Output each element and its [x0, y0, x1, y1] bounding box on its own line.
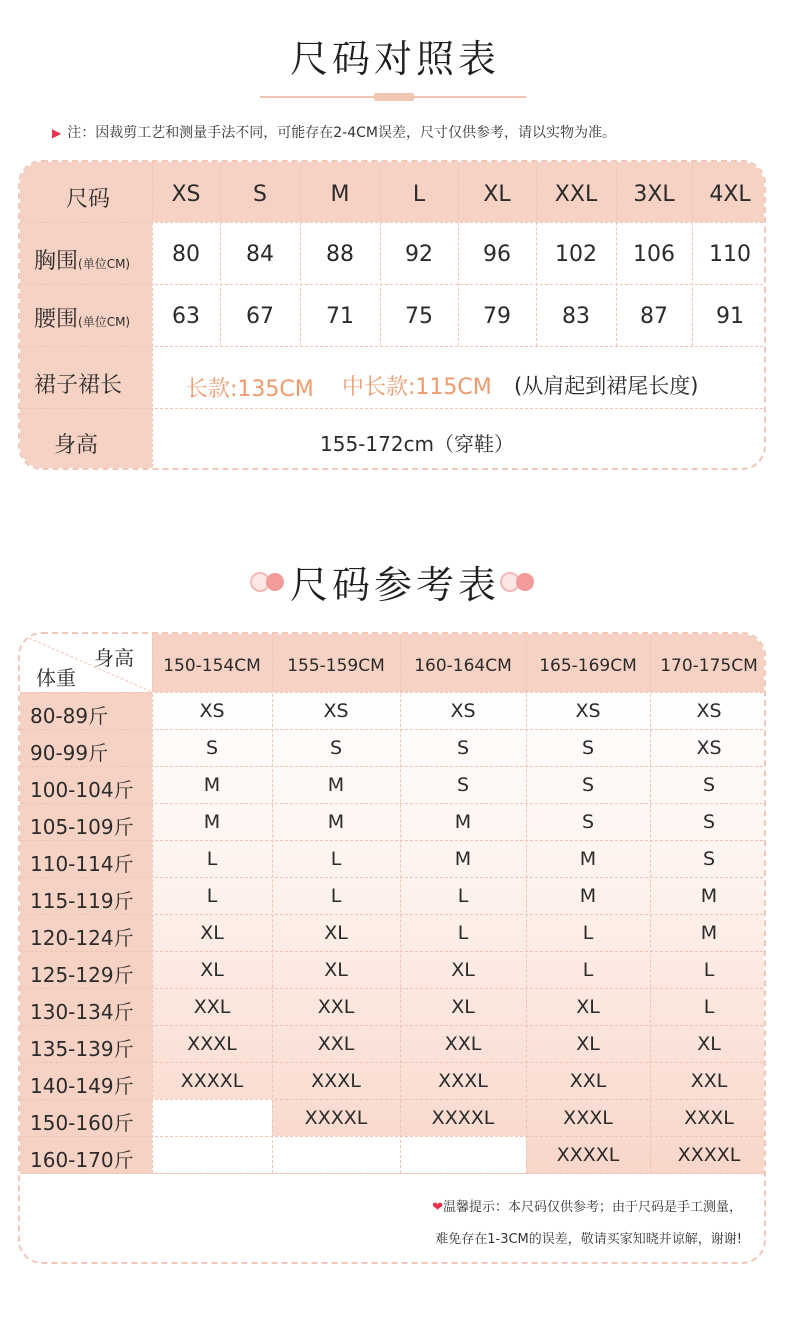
weight-label-cell: 125-129斤	[30, 963, 134, 987]
height-header-cell: 160-164CM	[414, 656, 512, 676]
size-value-cell: L	[582, 959, 594, 981]
size-header-cell: S	[253, 182, 267, 207]
size-value-cell: L	[206, 848, 218, 870]
measurement-notice	[52, 122, 616, 142]
skirt-length-label: 裙子裙长	[34, 373, 123, 398]
row-divider	[20, 877, 766, 878]
heart-icon: ❤	[432, 1200, 443, 1215]
size-value-cell: XXXXL	[556, 1144, 620, 1166]
corner-cell	[20, 634, 152, 692]
empty-cell	[152, 1099, 272, 1136]
size-value-cell: M	[579, 885, 597, 907]
size-value-cell: S	[702, 811, 716, 833]
size-value-cell: L	[330, 848, 342, 870]
reference-chart-title: 尺码参考表	[289, 563, 500, 607]
size-value-cell: XXL	[690, 1070, 728, 1092]
size-value-cell: S	[581, 811, 595, 833]
row-divider	[20, 346, 766, 347]
size-value-cell: XS	[696, 737, 722, 759]
height-header-cell: 165-169CM	[539, 656, 637, 676]
weight-label-cell: 120-124斤	[30, 926, 134, 950]
size-value-cell: M	[579, 848, 597, 870]
skirt-mid-length: 中长款:115CM	[342, 375, 492, 400]
size-value-cell: XS	[450, 700, 476, 722]
size-value-cell: XXXXL	[431, 1107, 495, 1129]
size-value-cell: XXXXL	[304, 1107, 368, 1129]
waist-value-cell: 91	[716, 304, 744, 329]
size-value-cell: XXXXL	[180, 1070, 244, 1092]
chest-value-cell: 88	[326, 242, 354, 267]
row-divider	[20, 1099, 766, 1100]
size-value-cell: XXXL	[684, 1107, 734, 1129]
size-value-cell: XXL	[569, 1070, 607, 1092]
chest-value-cell: 106	[633, 242, 675, 267]
weight-label-cell: 160-170斤	[30, 1148, 134, 1172]
size-header-label: 尺码	[66, 187, 111, 212]
size-value-cell: XL	[576, 1033, 600, 1055]
size-value-cell: L	[582, 922, 594, 944]
reference-chart-table	[18, 632, 766, 1264]
size-value-cell: XL	[324, 959, 348, 981]
row-divider	[20, 988, 766, 989]
size-value-cell: XL	[324, 922, 348, 944]
height-header-cell: 155-159CM	[287, 656, 385, 676]
weight-label-cell: 110-114斤	[30, 852, 134, 876]
row-divider	[20, 840, 766, 841]
height-header-cell: 170-175CM	[660, 656, 758, 676]
chest-value-cell: 96	[483, 242, 511, 267]
size-header-cell: XXL	[554, 182, 598, 207]
size-value-cell: XXL	[444, 1033, 482, 1055]
size-header-cell: XL	[483, 182, 511, 207]
size-value-cell: M	[327, 811, 345, 833]
row-divider	[20, 803, 766, 804]
size-value-cell: XXXL	[187, 1033, 237, 1055]
corner-height-label: 身高	[94, 646, 134, 670]
size-value-cell: S	[702, 774, 716, 796]
waist-value-cell: 75	[405, 304, 433, 329]
size-value-cell: S	[581, 774, 595, 796]
size-value-cell: S	[329, 737, 343, 759]
waist-value-cell: 83	[562, 304, 590, 329]
chest-label: 胸围(单位CM)	[34, 249, 131, 274]
size-value-cell: XL	[697, 1033, 721, 1055]
row-divider	[20, 729, 766, 730]
weight-label-cell: 90-99斤	[30, 741, 109, 765]
size-value-cell: L	[457, 885, 469, 907]
size-value-cell: XXL	[317, 996, 355, 1018]
size-value-cell: XL	[200, 922, 224, 944]
row-divider	[20, 1173, 766, 1174]
skirt-length-note: (从肩起到裙尾长度)	[514, 374, 699, 398]
size-value-cell: S	[456, 774, 470, 796]
size-value-cell: XS	[696, 700, 722, 722]
size-chart-title: 尺码对照表	[289, 37, 500, 81]
size-value-cell: XXXXL	[677, 1144, 741, 1166]
size-value-cell: L	[703, 996, 715, 1018]
weight-label-cell: 130-134斤	[30, 1000, 134, 1024]
size-value-cell: XXXL	[311, 1070, 361, 1092]
row-divider	[20, 692, 766, 693]
weight-label-cell: 80-89斤	[30, 704, 109, 728]
size-value-cell: S	[581, 737, 595, 759]
chest-value-cell: 102	[555, 242, 597, 267]
size-value-cell: M	[203, 774, 221, 796]
weight-label-cell: 115-119斤	[30, 889, 134, 913]
height-header-cell: 150-154CM	[163, 656, 261, 676]
row-divider	[20, 1136, 766, 1137]
size-value-cell: M	[454, 848, 472, 870]
triangle-bullet-icon: ▶	[52, 126, 62, 140]
decor-dot-icon	[516, 573, 534, 591]
size-chart-table	[18, 160, 766, 470]
size-value-cell: XXL	[193, 996, 231, 1018]
size-value-cell: L	[457, 922, 469, 944]
waist-value-cell: 63	[172, 304, 200, 329]
row-divider	[20, 951, 766, 952]
row-divider	[20, 284, 766, 285]
waist-value-cell: 87	[640, 304, 668, 329]
size-value-cell: XL	[451, 996, 475, 1018]
weight-label-cell: 150-160斤	[30, 1111, 134, 1135]
size-value-cell: S	[702, 848, 716, 870]
size-header-cell: 3XL	[633, 182, 675, 207]
row-divider	[20, 408, 766, 409]
size-value-cell: XL	[451, 959, 475, 981]
empty-cell	[152, 1136, 272, 1173]
weight-label-cell: 100-104斤	[30, 778, 134, 802]
size-header-cell: L	[412, 182, 426, 207]
size-value-cell: M	[203, 811, 221, 833]
weight-label-cell: 135-139斤	[30, 1037, 134, 1061]
corner-weight-label: 体重	[36, 666, 76, 690]
size-value-cell: S	[205, 737, 219, 759]
size-header-cell: XS	[171, 182, 201, 207]
height-value: 155-172cm（穿鞋）	[320, 432, 515, 456]
size-value-cell: XS	[575, 700, 601, 722]
size-value-cell: XS	[199, 700, 225, 722]
row-divider	[20, 914, 766, 915]
tip-line-2: 难免存在1-3CM的误差，敬请买家知晓并谅解，谢谢!	[435, 1232, 742, 1247]
size-value-cell: M	[700, 922, 718, 944]
size-header-cell: M	[330, 182, 350, 207]
size-value-cell: M	[454, 811, 472, 833]
waist-value-cell: 67	[246, 304, 274, 329]
size-value-cell: XXL	[317, 1033, 355, 1055]
chest-value-cell: 110	[709, 242, 751, 267]
chest-value-cell: 84	[246, 242, 274, 267]
weight-label-cell: 105-109斤	[30, 815, 134, 839]
chest-value-cell: 80	[172, 242, 200, 267]
size-value-cell: XXXL	[438, 1070, 488, 1092]
height-label: 身高	[54, 433, 99, 458]
tip-line-1: ❤温馨提示：本尺码仅供参考；由于尺码是手工测量，	[432, 1200, 742, 1215]
notice-text: 注：因裁剪工艺和测量手法不同，可能存在2-4CM误差，尺寸仅供参考，请以实物为准。	[67, 125, 616, 141]
size-value-cell: L	[206, 885, 218, 907]
waist-value-cell: 71	[326, 304, 354, 329]
size-value-cell: XS	[323, 700, 349, 722]
empty-cell	[400, 1136, 526, 1173]
size-value-cell: M	[327, 774, 345, 796]
size-value-cell: XXXL	[563, 1107, 613, 1129]
title-divider-accent	[374, 93, 414, 101]
row-divider	[20, 1062, 766, 1063]
weight-label-cell: 140-149斤	[30, 1074, 134, 1098]
size-value-cell: L	[330, 885, 342, 907]
size-value-cell: XL	[576, 996, 600, 1018]
size-value-cell: L	[703, 959, 715, 981]
waist-value-cell: 79	[483, 304, 511, 329]
row-divider	[20, 1025, 766, 1026]
size-value-cell: XL	[200, 959, 224, 981]
waist-label: 腰围(单位CM)	[34, 307, 131, 332]
chest-value-cell: 92	[405, 242, 433, 267]
size-value-cell: M	[700, 885, 718, 907]
skirt-long-length: 长款:135CM	[186, 377, 314, 402]
size-value-cell: S	[456, 737, 470, 759]
empty-cell	[272, 1136, 400, 1173]
row-divider	[20, 766, 766, 767]
size-header-cell: 4XL	[709, 182, 751, 207]
row-divider	[20, 222, 766, 223]
